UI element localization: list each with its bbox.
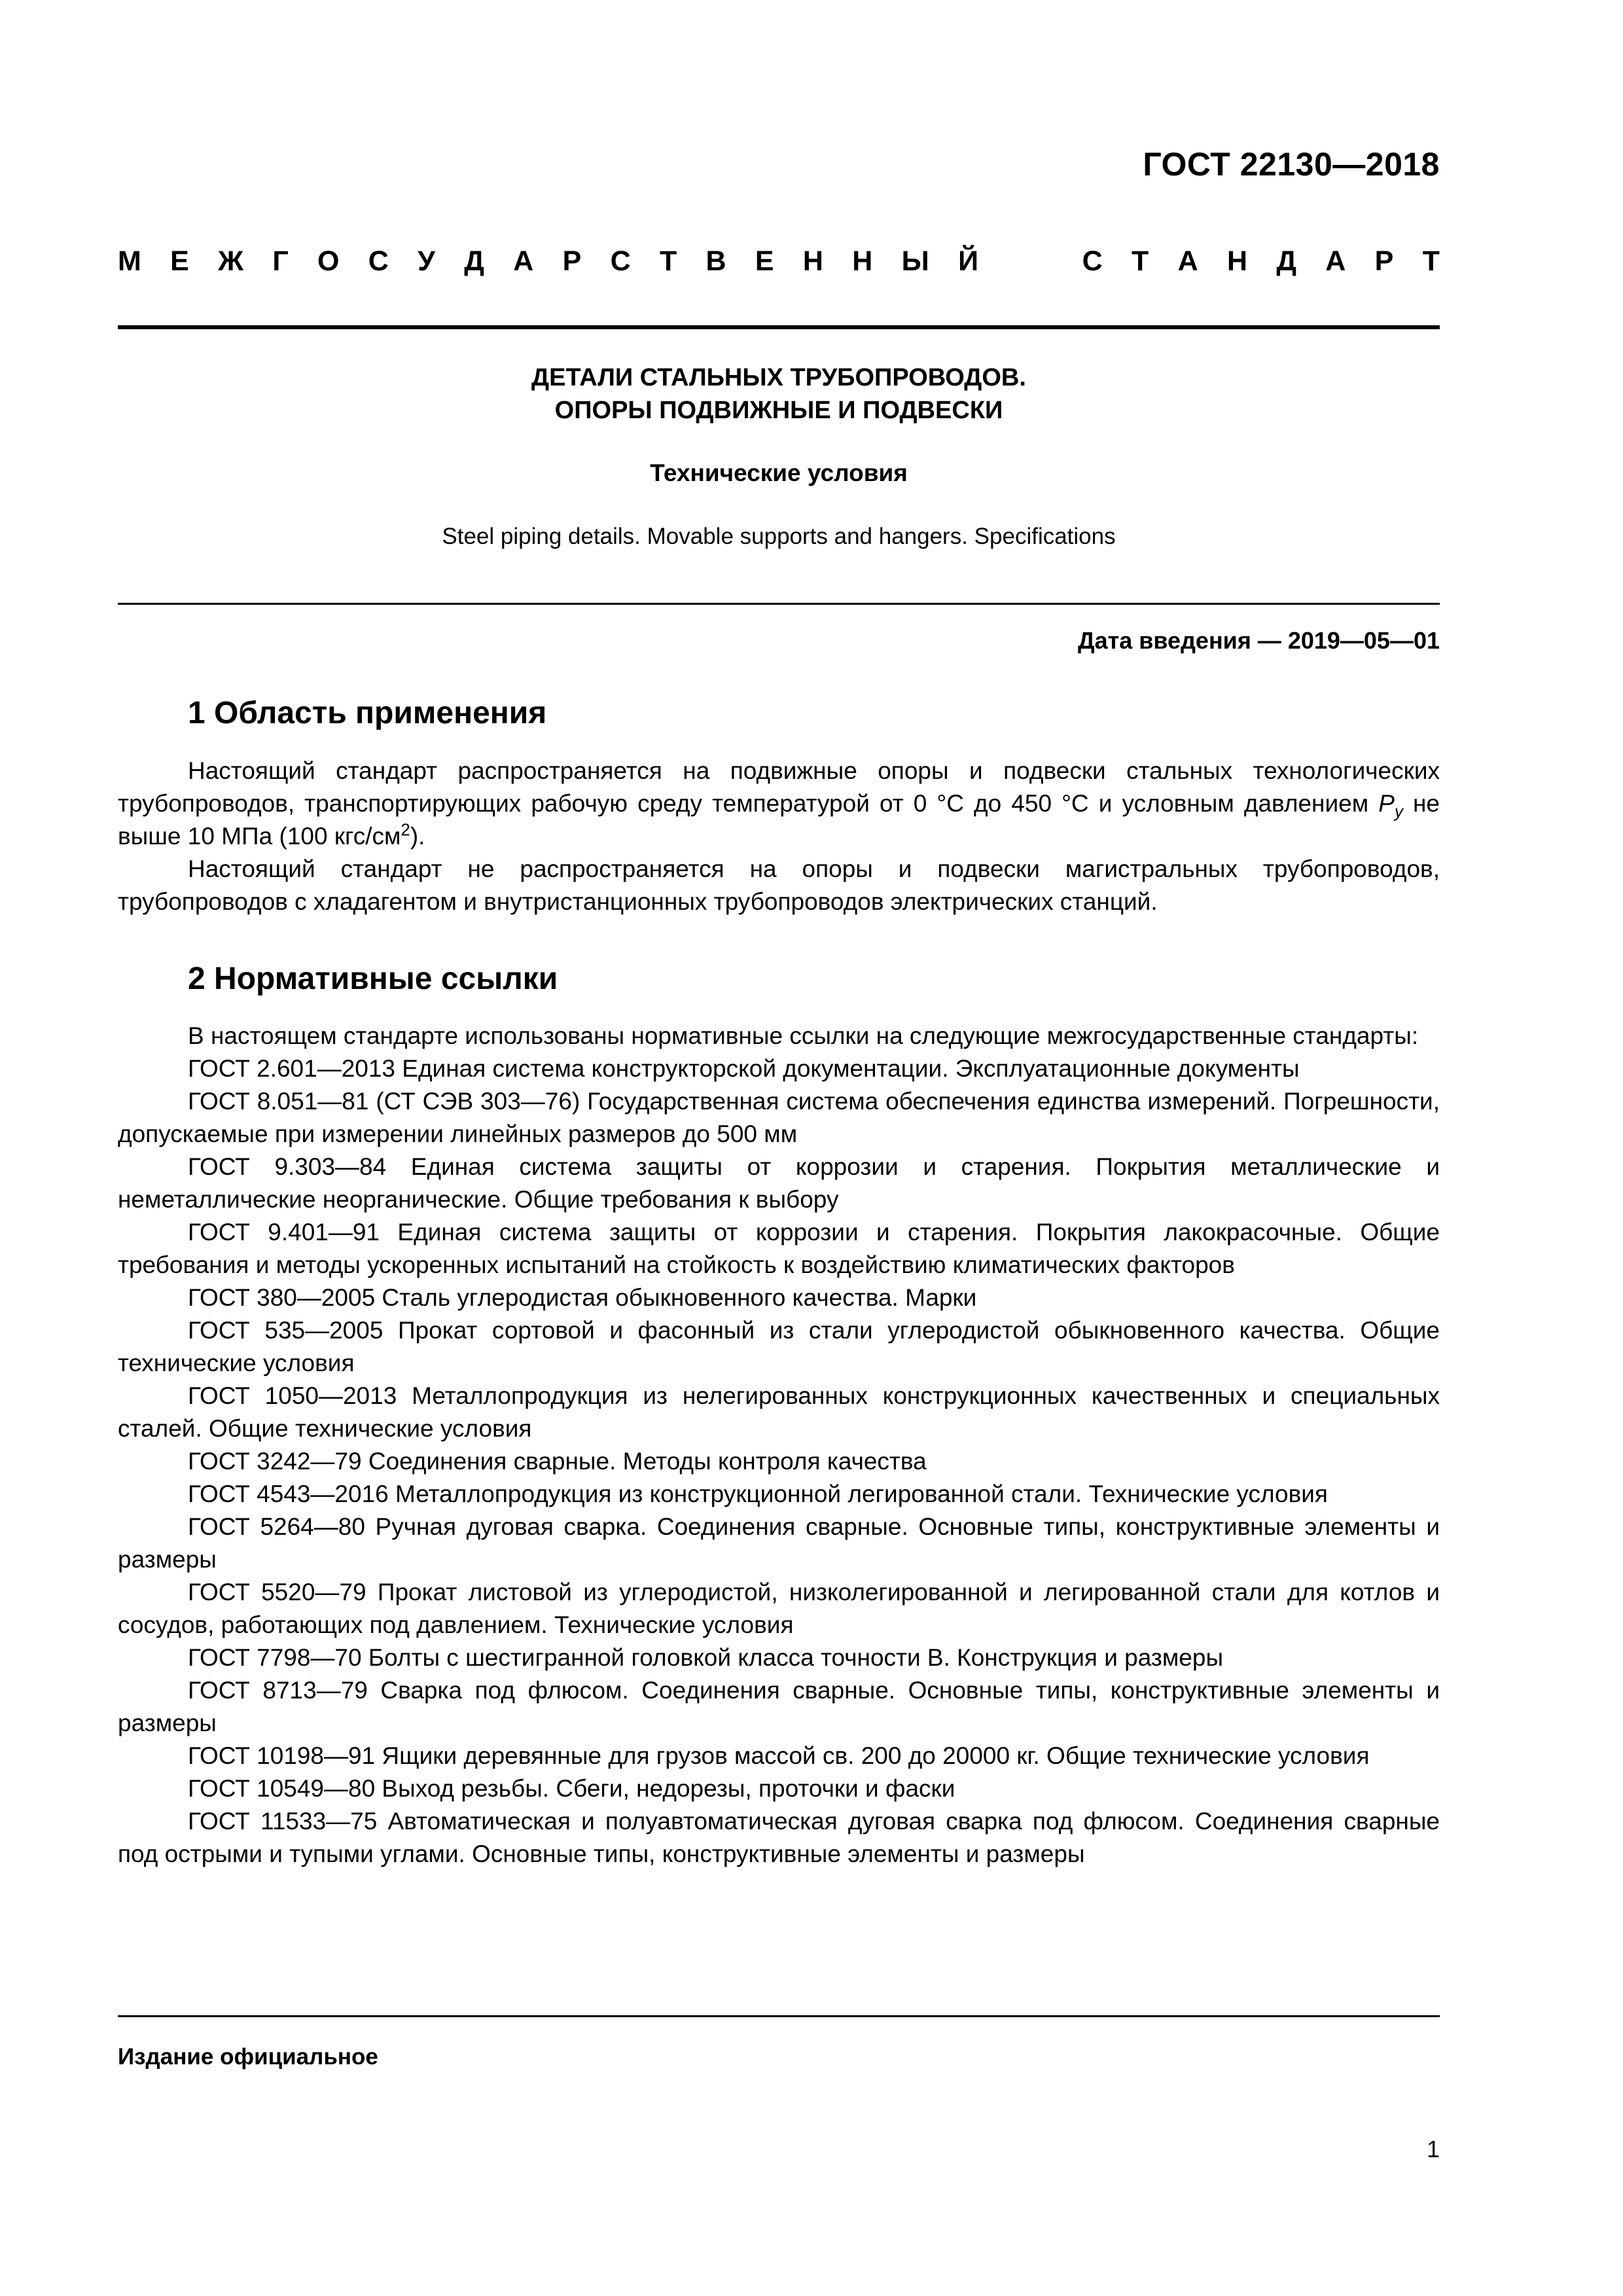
normative-reference: ГОСТ 4543—2016 Металлопродукция из конструкционной легированной стали. Технические условия: [188, 1480, 1328, 1507]
section-2-body: [118, 1020, 1440, 1871]
banner-letter: С: [1082, 245, 1103, 277]
standard-type-banner: [118, 245, 1440, 278]
section-1-heading: 1 Область применения: [188, 696, 547, 730]
banner-word-gap: [1007, 245, 1053, 278]
document-subtitle: Технические условия: [650, 459, 908, 486]
edition-label: Издание официальное: [118, 2044, 378, 2070]
normative-reference: ГОСТ 11533—75 Автоматическая и полуавтоматическая дуговая сварка под флюсом. Соединения сварные под острыми и тупыми углами. Основные типы, конструктивные элементы и размеры: [118, 1808, 1440, 1867]
title-divider: [118, 603, 1440, 605]
normative-reference: ГОСТ 9.401—91 Единая система защиты от коррозии и старения. Покрытия лакокрасочные. Общие требования и методы ускоренных испытаний на стойкость к воздействию климатических факторов: [118, 1219, 1440, 1278]
banner-letter: Д: [1276, 245, 1296, 277]
normative-reference: ГОСТ 8.051—81 (СТ СЭВ 303—76) Государственная система обеспечения единства измерений. Погрешности, допускаемые при измерении линейных размеров до 500 мм: [118, 1088, 1440, 1147]
banner-letter: Й: [958, 245, 978, 277]
section-2-heading: 2 Нормативные ссылки: [188, 961, 558, 996]
normative-reference: ГОСТ 9.303—84 Единая система защиты от коррозии и старения. Покрытия металлические и неметаллические неорганические. Общие требования к выбору: [118, 1153, 1440, 1213]
banner-letter: Ы: [901, 245, 929, 277]
banner-letter: Н: [852, 245, 873, 277]
banner-letter: С: [610, 245, 631, 277]
section-1-paragraph-2: Настоящий стандарт не распространяется на опоры и подвески магистральных трубопроводов, трубопроводов с хладагентом и внутристанционных трубопроводов электрических станций.: [118, 855, 1440, 915]
document-number: ГОСТ 22130—2018: [1143, 146, 1440, 183]
normative-reference: ГОСТ 5264—80 Ручная дуговая сварка. Соединения сварные. Основные типы, конструктивные элементы и размеры: [118, 1513, 1440, 1573]
normative-reference: ГОСТ 535—2005 Прокат сортовой и фасонный из стали углеродистой обыкновенного качества. Общие технические условия: [118, 1317, 1440, 1376]
banner-letter: Т: [1131, 245, 1149, 277]
pressure-subscript: y: [1394, 802, 1403, 821]
banner-letter: М: [118, 245, 141, 277]
header-divider: [118, 325, 1440, 329]
normative-reference: ГОСТ 10549—80 Выход резьбы. Сбеги, недорезы, проточки и фаски: [188, 1775, 955, 1802]
banner-letter: Е: [170, 245, 189, 277]
banner-letter: Р: [1374, 245, 1394, 277]
normative-reference: ГОСТ 5520—79 Прокат листовой из углеродистой, низколегированной и легированной стали для котлов и сосудов, работающих под давлением. Технические условия: [118, 1579, 1440, 1638]
normative-reference: ГОСТ 1050—2013 Металлопродукция из нелегированных конструкционных качественных и специальных сталей. Общие технические условия: [118, 1382, 1440, 1442]
english-title: Steel piping details. Movable supports and hangers. Specifications: [442, 524, 1116, 549]
normative-reference: ГОСТ 3242—79 Соединения сварные. Методы контроля качества: [188, 1448, 927, 1475]
normative-reference: ГОСТ 10198—91 Ящики деревянные для грузов массой св. 200 до 20000 кг. Общие технические условия: [188, 1742, 1370, 1769]
p1-text-start: Настоящий стандарт распространяется на подвижные опоры и подвески стальных технологических трубопроводов, транспортирующих рабочую среду температурой от 0 °С до 450 °С и условным давлением: [118, 757, 1440, 817]
banner-letter: Г: [272, 245, 289, 277]
title-line-2: ОПОРЫ ПОДВИЖНЫЕ И ПОДВЕСКИ: [554, 397, 1003, 424]
normative-reference: ГОСТ 8713—79 Сварка под флюсом. Соединения сварные. Основные типы, конструктивные элементы и размеры: [118, 1677, 1440, 1736]
banner-letter: А: [1177, 245, 1198, 277]
banner-letter: С: [368, 245, 389, 277]
banner-letter: А: [1325, 245, 1346, 277]
section-1-body: [118, 755, 1440, 918]
banner-letter: Н: [802, 245, 823, 277]
banner-letter: Д: [464, 245, 484, 277]
banner-letter: В: [705, 245, 726, 277]
normative-reference: ГОСТ 380—2005 Сталь углеродистая обыкновенного качества. Марки: [188, 1284, 977, 1311]
banner-letter: О: [317, 245, 340, 277]
page-number: 1: [1426, 2136, 1440, 2162]
normative-reference: ГОСТ 7798—70 Болты с шестигранной головкой класса точности В. Конструкция и размеры: [188, 1644, 1224, 1671]
document-title: [118, 361, 1440, 427]
footer-divider: [118, 2015, 1440, 2017]
banner-letter: Н: [1226, 245, 1248, 277]
banner-letter: А: [513, 245, 534, 277]
introduction-date: Дата введения — 2019—05—01: [1077, 627, 1440, 654]
unit-superscript: 2: [401, 821, 410, 840]
pressure-symbol: P: [1378, 790, 1395, 817]
banner-letter: Т: [659, 245, 677, 277]
title-line-1: ДЕТАЛИ СТАЛЬНЫХ ТРУБОПРОВОДОВ.: [531, 364, 1026, 391]
section-1-paragraph-1: [118, 755, 1440, 853]
p1-text-end: ).: [410, 823, 425, 850]
p1-text-mid: не выше 10 МПа (100 кгс/см: [118, 790, 1440, 850]
banner-letter: Р: [562, 245, 582, 277]
normative-references-list: [118, 1052, 1440, 1871]
banner-letter: Т: [1422, 245, 1440, 277]
normative-reference: ГОСТ 2.601—2013 Единая система конструкторской документации. Эксплуатационные документы: [188, 1055, 1300, 1082]
document-page: [118, 0, 1440, 2296]
section-2-intro: В настоящем стандарте использованы нормативные ссылки на следующие межгосударственные стандарты:: [188, 1022, 1419, 1049]
banner-letter: Ж: [218, 245, 244, 277]
banner-letter: Е: [755, 245, 774, 277]
banner-letter: У: [418, 245, 435, 277]
